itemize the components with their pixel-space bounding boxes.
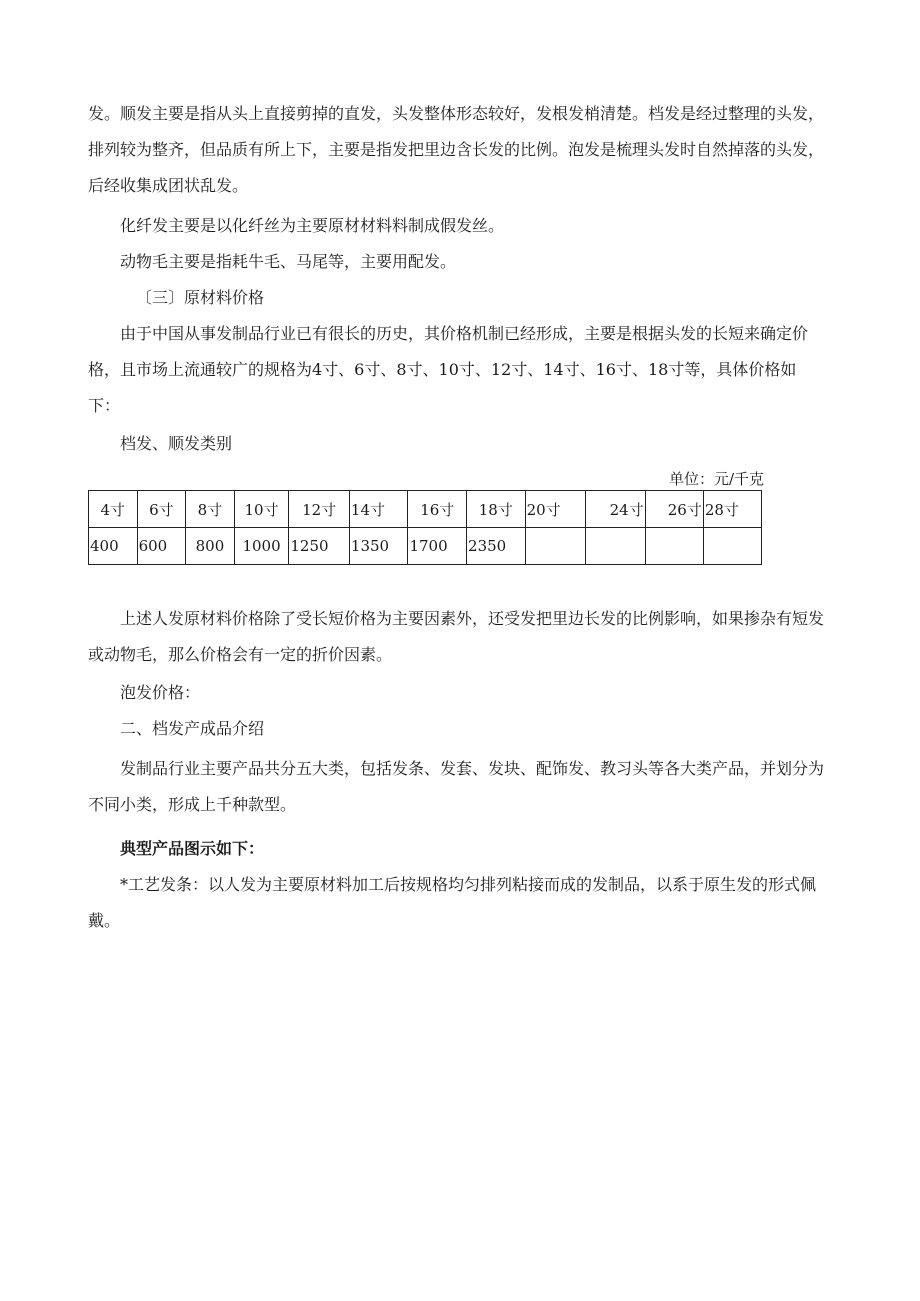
price-table	[88, 490, 762, 565]
table-unit-label: 单位：元/千克	[668, 470, 764, 488]
size-cell: 10寸	[234, 491, 289, 528]
price-cell: 800	[186, 528, 235, 565]
paragraph-price-factors: 上述人发原材料价格除了受长短价格为主要因素外，还受发把里边长发的比例影响，如果掺杂有短发或动物毛，那么价格会有一定的折价因素。	[88, 609, 825, 664]
size-cell: 14寸	[349, 491, 408, 528]
paragraph-product-categories: 发制品行业主要产品共分五大类，包括发条、发套、发块、配饰发、教习头等各大类产品，并划分为不同小类，形成上千种款型。	[88, 759, 825, 814]
size-cell: 26寸	[645, 491, 703, 528]
section-heading-raw-material-price: 〔三〕原材料价格	[136, 288, 265, 307]
document-page	[88, 96, 828, 939]
price-cell	[703, 528, 761, 565]
price-cell: 600	[137, 528, 186, 565]
size-cell: 8寸	[186, 491, 235, 528]
price-cell: 1000	[234, 528, 289, 565]
size-cell: 6寸	[137, 491, 186, 528]
paragraph-typical-products: 典型产品图示如下：	[120, 839, 265, 858]
price-cell	[645, 528, 703, 565]
section-heading-products: 二、档发产成品介绍	[120, 719, 265, 738]
size-cell: 4寸	[89, 491, 138, 528]
size-cell: 24寸	[585, 491, 645, 528]
paragraph-hair-types: 发。顺发主要是指从头上直接剪掉的直发，头发整体形态较好，发根发梢清楚。档发是经过整理的头发，排列较为整齐，但品质有所上下，主要是指发把里边含长发的比例。泡发是梳理头发时自然掉落的头发，后经收集成团状乱发。	[88, 104, 825, 195]
paragraph-hair-strip: *工艺发条：以人发为主要原材料加工后按规格均匀排列粘接而成的发制品，以系于原生发的形式佩戴。	[88, 875, 817, 930]
size-cell: 20寸	[525, 491, 585, 528]
table-row-prices	[89, 528, 762, 565]
price-cell: 400	[89, 528, 138, 565]
table-caption: 档发、顺发类别	[120, 434, 233, 453]
table-row-sizes	[89, 491, 762, 528]
paragraph-animal-hair: 动物毛主要是指耗牛毛、马尾等，主要用配发。	[120, 252, 457, 271]
price-cell	[525, 528, 585, 565]
paragraph-synthetic-hair: 化纤发主要是以化纤丝为主要原材材料料制成假发丝。	[120, 216, 505, 235]
price-cell: 2350	[467, 528, 526, 565]
size-cell: 16寸	[408, 491, 467, 528]
paragraph-loose-hair-price: 泡发价格：	[120, 683, 201, 702]
size-cell: 28寸	[703, 491, 761, 528]
size-cell: 12寸	[289, 491, 350, 528]
price-cell: 1250	[289, 528, 350, 565]
price-cell: 1350	[349, 528, 408, 565]
price-cell	[585, 528, 645, 565]
price-cell: 1700	[408, 528, 467, 565]
size-cell: 18寸	[467, 491, 526, 528]
paragraph-price-mechanism: 由于中国从事发制品行业已有很长的历史，其价格机制已经形成，主要是根据头发的长短来确定价格，且市场上流通较广的规格为4寸、6寸、8寸、10寸、12寸、14寸、16寸、18寸等，具体价格如下：	[88, 324, 809, 415]
